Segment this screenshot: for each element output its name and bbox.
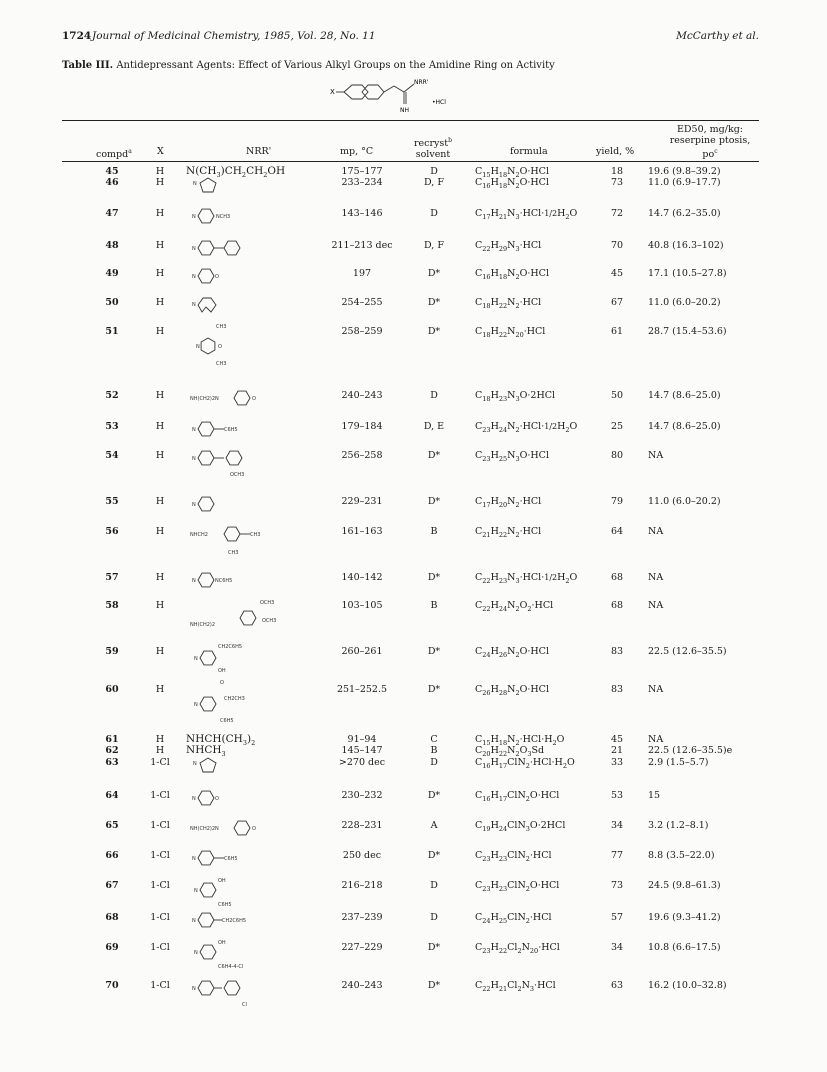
melting-point: 233–234	[341, 177, 383, 188]
substituent-x: 1-Cl	[150, 820, 170, 831]
recryst-solvent: D	[430, 912, 438, 923]
recryst-solvent: D, E	[423, 421, 445, 432]
yield-percent: 61	[610, 326, 624, 337]
nrr-structure-54	[190, 446, 290, 490]
compound-number: 47	[105, 208, 119, 219]
benzylamine-label: NHCH2	[190, 532, 208, 538]
recryst-solvent: D*	[427, 297, 441, 308]
molecular-formula: $C_{16}H_{18}N_2O\cdot HCl$	[475, 177, 549, 190]
ed50-value: 3.2 (1.2–8.1)	[648, 820, 709, 831]
compound-number: 65	[105, 820, 119, 831]
molecular-formula: $C_{17}H_{20}N_2\cdot HCl$	[475, 496, 542, 509]
substituent-x: H	[155, 646, 165, 657]
atom-n: N	[192, 246, 196, 252]
substituent-x: H	[155, 177, 165, 188]
compound-number: 66	[105, 850, 119, 861]
nrr-structure-51	[190, 322, 290, 366]
table-top-rule	[62, 120, 759, 121]
phenyl-label: C6H5	[220, 718, 234, 724]
ed50-value: 10.8 (6.6–17.5)	[648, 942, 721, 953]
molecular-formula: $C_{24}H_{26}N_2O\cdot HCl$	[475, 646, 549, 659]
yield-percent: 72	[610, 208, 624, 219]
molecular-formula: $C_{16}H_{18}N_2O\cdot HCl$	[475, 268, 549, 281]
methyl-label: CH3	[216, 324, 227, 330]
recryst-solvent: C	[430, 734, 438, 745]
yield-percent: 70	[610, 240, 624, 251]
atom-n: N	[192, 502, 196, 508]
yield-percent: 80	[610, 450, 624, 461]
compound-number: 48	[105, 240, 119, 251]
compound-number: 69	[105, 942, 119, 953]
atom-o: O	[215, 796, 219, 802]
ed50-value: 14.7 (8.6–25.0)	[648, 390, 721, 401]
yield-percent: 25	[610, 421, 624, 432]
substituent-x: H	[155, 208, 165, 219]
chlorophenyl-label: C6H4-4-Cl	[218, 964, 244, 970]
substituent-x: H	[155, 166, 165, 177]
substituent-x: 1-Cl	[150, 880, 170, 891]
molecular-formula: $C_{24}H_{25}ClN_2\cdot HCl$	[475, 912, 552, 925]
compound-number: 68	[105, 912, 119, 923]
table-label: Table III.	[62, 60, 114, 71]
structure-salt-label: •HCl	[432, 99, 446, 106]
yield-percent: 68	[610, 572, 624, 583]
yield-percent: 33	[610, 757, 624, 768]
col-header-formula: formula	[510, 146, 548, 157]
ed50-value: NA	[648, 572, 664, 583]
molecular-formula: $C_{22}H_{24}N_2O_2\cdot HCl$	[475, 600, 554, 613]
ed50-value: 24.5 (9.8–61.3)	[648, 880, 721, 891]
yield-percent: 73	[610, 880, 624, 891]
table-header-rule	[62, 161, 759, 162]
hydroxy-label: OH	[218, 668, 226, 674]
recryst-solvent: B	[430, 600, 438, 611]
methoxy-label-2: OCH3	[262, 618, 277, 624]
melting-point: 103–105	[341, 600, 383, 611]
compound-number: 67	[105, 880, 119, 891]
ed50-value: NA	[648, 600, 664, 611]
melting-point: 140–142	[341, 572, 383, 583]
atom-n: N	[192, 274, 196, 280]
substituent-x: H	[155, 572, 165, 583]
page-number: 1724	[62, 30, 92, 42]
recryst-solvent: D, F	[424, 177, 444, 188]
chloro-label: Cl	[242, 1002, 247, 1008]
ed50-value: NA	[648, 450, 664, 461]
nrr-structure-70	[190, 976, 290, 1020]
yield-percent: 45	[610, 734, 624, 745]
nrr-structure-56	[190, 522, 290, 566]
substituent-x: H	[155, 297, 165, 308]
yield-percent: 83	[610, 684, 624, 695]
atom-o: O	[252, 396, 256, 402]
compound-number: 45	[105, 166, 119, 177]
ed50-value: 16.2 (10.0–32.8)	[648, 980, 727, 991]
substituent-x: H	[155, 268, 165, 279]
methyl-label-2: CH3	[216, 361, 227, 367]
atom-n: N	[194, 950, 198, 956]
col-header-nrr: NRR'	[246, 146, 272, 157]
col-header-solvent: recryst$^b$ solvent	[414, 137, 452, 161]
atom-n: N	[194, 656, 198, 662]
molecular-formula: $C_{23}H_{22}Cl_2N_{20}\cdot HCl$	[475, 942, 560, 955]
substituent-x: H	[155, 745, 165, 756]
nrr-group: $NHCH_3$	[186, 744, 226, 759]
molecular-formula: $C_{20}H_{22}N_2O_3Sd$	[475, 745, 545, 758]
ed50-value: 28.7 (15.4–53.6)	[648, 326, 727, 337]
ed50-value: 11.0 (6.9–17.7)	[648, 177, 721, 188]
recryst-solvent: D	[430, 166, 438, 177]
melting-point: 258–259	[341, 326, 383, 337]
nrr-structure-58	[190, 596, 290, 640]
melting-point: 240–243	[341, 390, 383, 401]
structure-x-label: X	[330, 88, 335, 96]
melting-point: 227–229	[341, 942, 383, 953]
yield-percent: 67	[610, 297, 624, 308]
atom-o: O	[218, 344, 222, 350]
atom-n: N	[193, 181, 197, 187]
ed50-value: NA	[648, 526, 664, 537]
substituent-x: H	[155, 450, 165, 461]
substituent-x: H	[155, 526, 165, 537]
recryst-solvent: D*	[427, 646, 441, 657]
recryst-solvent: D	[430, 880, 438, 891]
phenyl-label: C6H5	[224, 427, 238, 433]
ed50-value: NA	[648, 734, 664, 745]
yield-percent: 77	[610, 850, 624, 861]
yield-percent: 68	[610, 600, 624, 611]
recryst-solvent: D*	[427, 326, 441, 337]
compound-number: 50	[105, 297, 119, 308]
atom-n: N	[192, 796, 196, 802]
melting-point: 179–184	[341, 421, 383, 432]
melting-point: 229–231	[341, 496, 383, 507]
atom-n: N	[192, 856, 196, 862]
melting-point: 211–213 dec	[331, 240, 393, 251]
core-structure-diagram	[330, 74, 520, 118]
ed50-value: 11.0 (6.0–20.2)	[648, 297, 721, 308]
molecular-formula: $C_{17}H_{21}N_3\cdot HCl\cdot 1/2H_2O$	[475, 208, 578, 221]
ed50-value: 40.8 (16.3–102)	[648, 240, 724, 251]
yield-percent: 53	[610, 790, 624, 801]
compound-number: 62	[105, 745, 119, 756]
molecular-formula: $C_{18}H_{22}N_2\cdot HCl$	[475, 297, 542, 310]
compound-number: 59	[105, 646, 119, 657]
yield-percent: 34	[610, 820, 624, 831]
melting-point: 91–94	[347, 734, 377, 745]
recryst-solvent: A	[430, 820, 438, 831]
recryst-solvent: D*	[427, 450, 441, 461]
melting-point: 250 dec	[342, 850, 382, 861]
substituent-x: 1-Cl	[150, 942, 170, 953]
recryst-solvent: D	[430, 390, 438, 401]
methoxy-label: OCH3	[230, 472, 245, 478]
yield-percent: 34	[610, 942, 624, 953]
recryst-solvent: D, F	[424, 240, 444, 251]
compound-number: 58	[105, 600, 119, 611]
melting-point: 143–146	[341, 208, 383, 219]
atom-n: N	[193, 761, 197, 767]
compound-number: 70	[105, 980, 119, 991]
recryst-solvent: D*	[427, 268, 441, 279]
table-caption: Antidepressant Agents: Effect of Various Alkyl Groups on the Amidine Ring on Activity	[116, 60, 555, 71]
melting-point: >270 dec	[338, 757, 386, 768]
nrr-group: $N(CH_3)CH_2CH_2OH$	[186, 165, 286, 180]
ed50-value: 8.8 (3.5–22.0)	[648, 850, 715, 861]
atom-n: N	[192, 578, 196, 584]
atom-n: N	[196, 344, 200, 350]
substituent-x: H	[155, 600, 165, 611]
ed50-value: NA	[648, 684, 664, 695]
atom-o: O	[215, 274, 219, 280]
yield-percent: 63	[610, 980, 624, 991]
atom-n: N	[192, 302, 196, 308]
molecular-formula: $C_{23}H_{25}N_3O\cdot HCl$	[475, 450, 549, 463]
melting-point: 237–239	[341, 912, 383, 923]
ed50-value: 14.7 (6.2–35.0)	[648, 208, 721, 219]
structure-nrr-label: NRR'	[414, 79, 429, 86]
recryst-solvent: D*	[427, 496, 441, 507]
recryst-solvent: D*	[427, 790, 441, 801]
methoxy-label: OCH3	[260, 600, 275, 606]
aminoethyl-label: NH(CH2)2N	[190, 826, 219, 832]
melting-point: 228–231	[341, 820, 383, 831]
molecular-formula: $C_{23}H_{23}ClN_2O\cdot HCl$	[475, 880, 560, 893]
ed50-value: 15	[648, 790, 661, 801]
yield-percent: 45	[610, 268, 624, 279]
recryst-solvent: B	[430, 745, 438, 756]
recryst-solvent: D*	[427, 572, 441, 583]
atom-n: N	[192, 214, 196, 220]
molecular-formula: $C_{22}H_{21}Cl_2N_3\cdot HCl$	[475, 980, 556, 993]
melting-point: 197	[352, 268, 372, 279]
ed50-value: 19.6 (9.3–41.2)	[648, 912, 721, 923]
substituent-x: 1-Cl	[150, 980, 170, 991]
hydroxy-label: OH	[218, 940, 226, 946]
col-header-yield: yield, %	[596, 146, 635, 157]
benzyl-label: CH2C6H5	[218, 644, 243, 650]
substituent-x: H	[155, 240, 165, 251]
ed50-value: 22.5 (12.6–35.5)e	[648, 745, 733, 756]
journal-citation: Journal of Medicinal Chemistry, 1985, Vol. 28, No. 11	[92, 30, 376, 42]
molecular-formula: $C_{23}H_{24}N_2\cdot HCl\cdot 1/2H_2O$	[475, 421, 578, 434]
molecular-formula: $C_{26}H_{28}N_2O\cdot HCl$	[475, 684, 549, 697]
compound-number: 52	[105, 390, 119, 401]
molecular-formula: $C_{18}H_{22}N_{20}\cdot HCl$	[475, 326, 546, 339]
col-header-mp: mp, °C	[340, 146, 374, 157]
col-header-x: X	[157, 146, 164, 157]
ed50-value: 22.5 (12.6–35.5)	[648, 646, 727, 657]
compound-number: 64	[105, 790, 119, 801]
substituent-x: H	[155, 390, 165, 401]
recryst-solvent: D*	[427, 684, 441, 695]
compound-number: 57	[105, 572, 119, 583]
substituent-x: H	[155, 421, 165, 432]
structure-nh-label: NH	[400, 107, 409, 114]
recryst-solvent: D	[430, 757, 438, 768]
molecular-formula: $C_{21}H_{22}N_2\cdot HCl$	[475, 526, 542, 539]
compound-number: 55	[105, 496, 119, 507]
ethyl-label: CH2CH3	[224, 696, 245, 702]
molecular-formula: $C_{22}H_{23}N_3\cdot HCl\cdot 1/2H_2O$	[475, 572, 578, 585]
recryst-solvent: D*	[427, 850, 441, 861]
melting-point: 256–258	[341, 450, 383, 461]
melting-point: 145–147	[341, 745, 383, 756]
methyl-label-2: CH3	[228, 550, 239, 556]
melting-point: 260–261	[341, 646, 383, 657]
compound-number: 60	[105, 684, 119, 695]
yield-percent: 57	[610, 912, 624, 923]
yield-percent: 64	[610, 526, 624, 537]
substituent-x: 1-Cl	[150, 757, 170, 768]
phenyl-label: C6H5	[224, 856, 238, 862]
molecular-formula: $C_{19}H_{24}ClN_3O\cdot 2HCl$	[475, 820, 566, 833]
molecular-formula: $C_{16}H_{17}ClN_2\cdot HCl\cdot H_2O$	[475, 757, 575, 770]
benzyl-label: CH2C6H5	[222, 918, 247, 924]
compound-number: 61	[105, 734, 119, 745]
substituent-x: H	[155, 734, 165, 745]
yield-percent: 79	[610, 496, 624, 507]
compound-number: 56	[105, 526, 119, 537]
molecular-formula: $C_{15}H_{18}N_2\cdot HCl\cdot H_2O$	[475, 734, 565, 747]
substituent-x: H	[155, 684, 165, 695]
table-title	[62, 60, 555, 71]
substituent-x: 1-Cl	[150, 912, 170, 923]
molecular-formula: $C_{18}H_{23}N_3O\cdot 2HCl$	[475, 390, 556, 403]
compound-number: 51	[105, 326, 119, 337]
substituent-x: 1-Cl	[150, 790, 170, 801]
atom-n: N	[192, 918, 196, 924]
n-methyl-label: NCH3	[216, 214, 231, 220]
col-header-ed50: ED50, mg/kg: reserpine ptosis, $po^c$	[669, 124, 751, 161]
recryst-solvent: D*	[427, 942, 441, 953]
compound-number: 54	[105, 450, 119, 461]
col-header-compd: compd$^a$	[96, 148, 132, 161]
molecular-formula: $C_{16}H_{17}ClN_2O\cdot HCl$	[475, 790, 560, 803]
yield-percent: 21	[610, 745, 624, 756]
atom-n: N	[192, 456, 196, 462]
compound-number: 63	[105, 757, 119, 768]
compound-number: 53	[105, 421, 119, 432]
atom-o: O	[220, 680, 224, 686]
atom-n: N	[194, 702, 198, 708]
aminoethyl-label: NH(CH2)2N	[190, 396, 219, 402]
recryst-solvent: B	[430, 526, 438, 537]
compound-number: 46	[105, 177, 119, 188]
melting-point: 240–243	[341, 980, 383, 991]
molecular-formula: $C_{23}H_{23}ClN_2\cdot HCl$	[475, 850, 552, 863]
nrr-group: $NHCH(CH_3)_2$	[186, 733, 256, 748]
melting-point: 161–163	[341, 526, 383, 537]
atom-n: N	[192, 986, 196, 992]
molecular-formula: $C_{15}H_{18}N_2O\cdot HCl$	[475, 166, 549, 179]
nrr-structure-60	[190, 680, 290, 724]
recryst-solvent: D	[430, 208, 438, 219]
atom-n: N	[192, 427, 196, 433]
page-header	[62, 30, 759, 46]
n-phenyl-label: NC6H5	[215, 578, 233, 584]
yield-percent: 18	[610, 166, 624, 177]
melting-point: 230–232	[341, 790, 383, 801]
melting-point: 254–255	[341, 297, 383, 308]
recryst-solvent: D*	[427, 980, 441, 991]
substituent-x: 1-Cl	[150, 850, 170, 861]
ed50-value: 11.0 (6.0–20.2)	[648, 496, 721, 507]
ed50-value: 17.1 (10.5–27.8)	[648, 268, 727, 279]
running-authors: McCarthy et al.	[676, 30, 759, 42]
ethylamine-label: NH(CH2)2	[190, 622, 216, 628]
melting-point: 175–177	[341, 166, 383, 177]
yield-percent: 50	[610, 390, 624, 401]
substituent-x: H	[155, 326, 165, 337]
yield-percent: 83	[610, 646, 624, 657]
substituent-x: H	[155, 496, 165, 507]
atom-o: O	[252, 826, 256, 832]
yield-percent: 73	[610, 177, 624, 188]
molecular-formula: $C_{22}H_{29}N_3\cdot HCl$	[475, 240, 542, 253]
melting-point: 216–218	[341, 880, 383, 891]
hydroxy-label: OH	[218, 878, 226, 884]
ed50-value: 14.7 (8.6–25.0)	[648, 421, 721, 432]
atom-n: N	[194, 888, 198, 894]
ed50-value: 19.6 (9.8–39.2)	[648, 166, 721, 177]
methyl-label: CH3	[250, 532, 261, 538]
melting-point: 251–252.5	[336, 684, 388, 695]
phenyl-label: C6H5	[218, 902, 232, 908]
ed50-value: 2.9 (1.5–5.7)	[648, 757, 709, 768]
compound-number: 49	[105, 268, 119, 279]
